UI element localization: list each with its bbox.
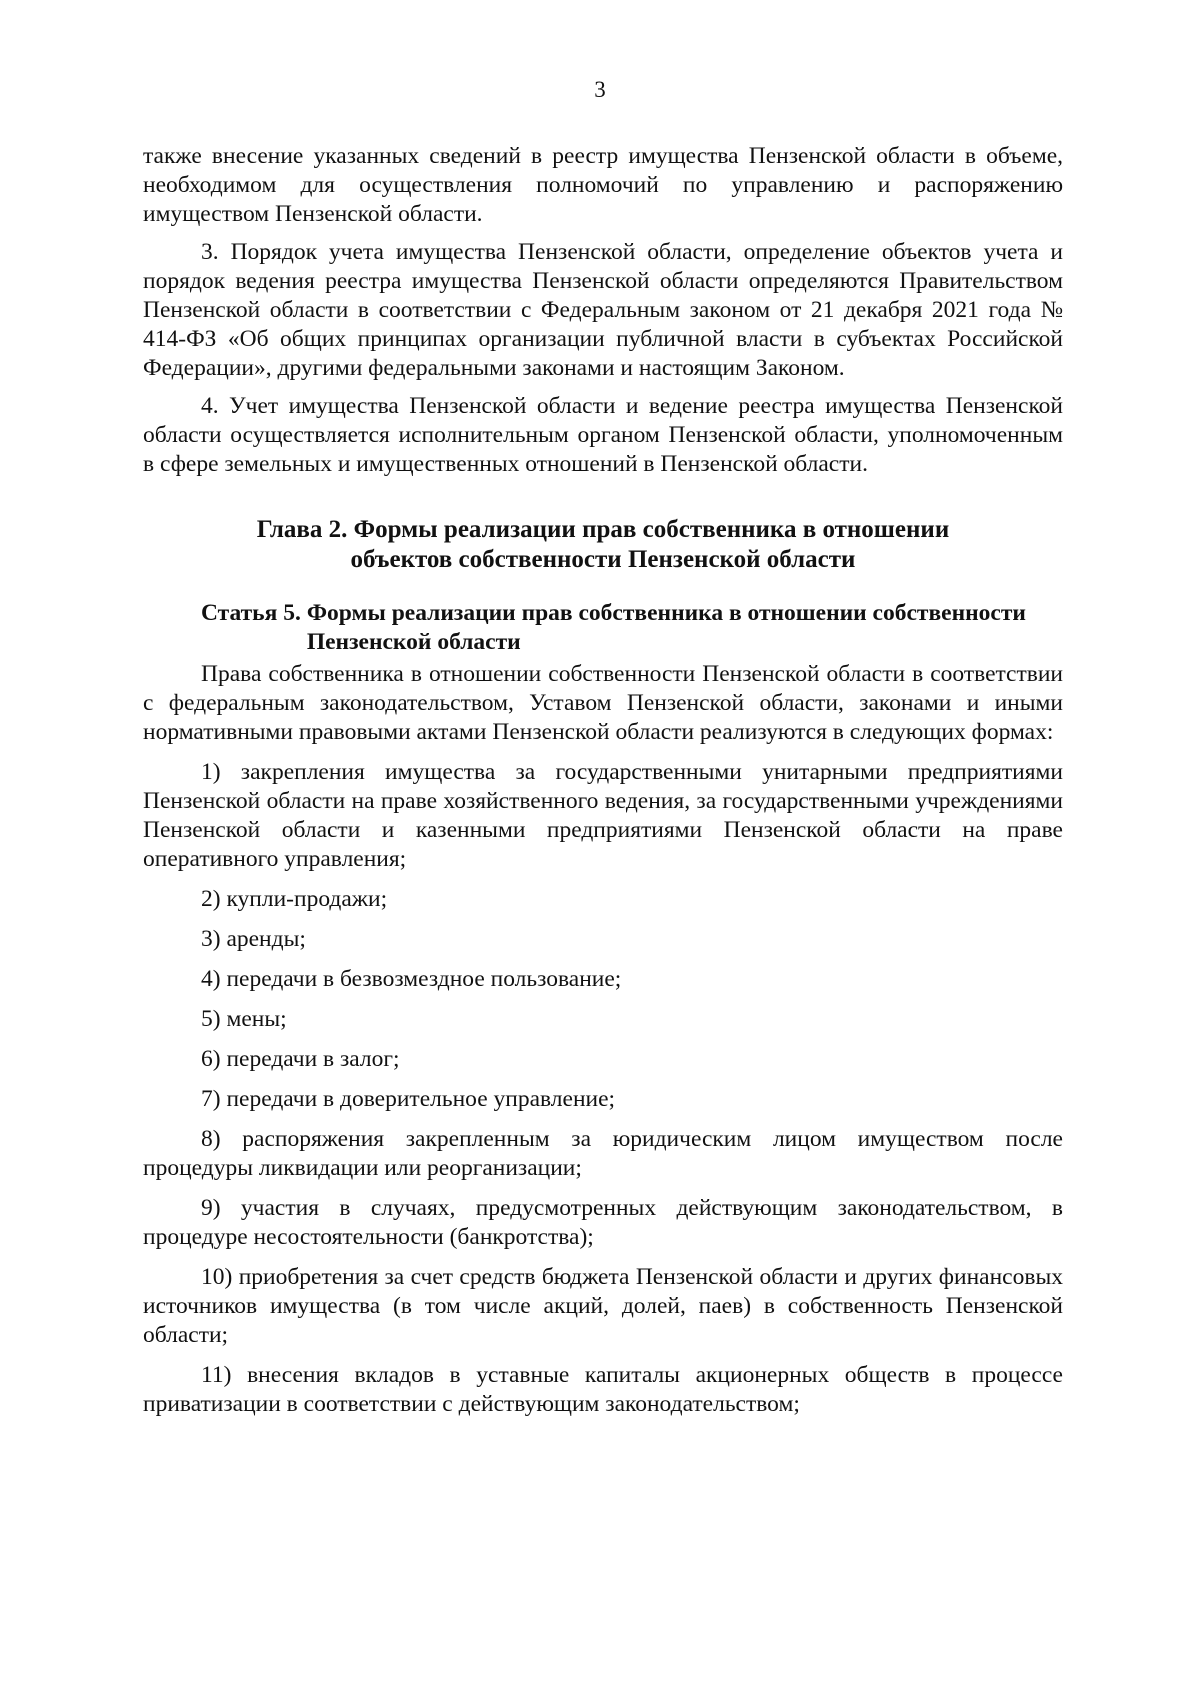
article-heading [143,599,1063,657]
list-item: 10) приобретения за счет средств бюджета Пензенской области и других финансовых источников имущества (в том числе акций, долей, паев) в собственность Пензенской области; [143,1264,1063,1348]
article-number: Статья 5. [201,600,301,626]
list-item: 6) передачи в залог; [201,1046,400,1072]
list-item: 7) передачи в доверительное управление; [201,1086,616,1112]
list-item: 5) мены; [201,1006,287,1032]
list-item: 3) аренды; [201,926,306,952]
chapter-heading [143,515,1063,575]
list-item: 9) участия в случаях, предусмотренных действующим законодательством, в процедуре несостоятельности (банкротства); [143,1195,1063,1250]
list-item: 8) распоряжения закрепленным за юридическим лицом имуществом после процедуры ликвидации или реорганизации; [143,1126,1063,1181]
article-title: Формы реализации прав собственника в отношении собственности Пензенской области [306,600,1026,655]
list-item: 2) купли-продажи; [201,886,388,912]
page-number: 3 [594,77,606,102]
article-intro: Права собственника в отношении собственности Пензенской области в соответствии с федеральным законодательством, Уставом Пензенской области, законами и иными нормативными правовыми актами Пензенской области реализуются в следующих формах: [143,661,1063,745]
paragraph-continuation: также внесение указанных сведений в реестр имущества Пензенской области в объеме, необходимом для осуществления полномочий по управлению и распоряжению имуществом Пензенской области. [143,143,1063,227]
document-body [143,142,1063,1419]
list-item: 11) внесения вкладов в уставные капиталы акционерных обществ в процессе приватизации в соответствии с действующим законодательством; [143,1362,1063,1417]
list-item: 1) закрепления имущества за государственными унитарными предприятиями Пензенской области на праве хозяйственного ведения, за государственными учреждениями Пензенской области и казенными предприятиями Пензенской области на праве оперативного управления; [143,759,1063,872]
chapter-heading-line-1: Глава 2. Формы реализации прав собственника в отношении [256,516,950,543]
paragraph-4: 4. Учет имущества Пензенской области и ведение реестра имущества Пензенской области осуществляется исполнительным органом Пензенской области, уполномоченным в сфере земельных и имущественных отношений в Пензенской области. [143,393,1063,477]
chapter-heading-line-2: объектов собственности Пензенской области [350,546,856,573]
list-item: 4) передачи в безвозмездное пользование; [201,966,622,992]
paragraph-3: 3. Порядок учета имущества Пензенской области, определение объектов учета и порядок ведения реестра имущества Пензенской области определяются Правительством Пензенской области в соответствии с Федеральным законом от 21 декабря 2021 года № 414-ФЗ «Об общих принципах организации публичной власти в субъектах Российской Федерации», другими федеральными законами и настоящим Законом. [143,239,1063,381]
